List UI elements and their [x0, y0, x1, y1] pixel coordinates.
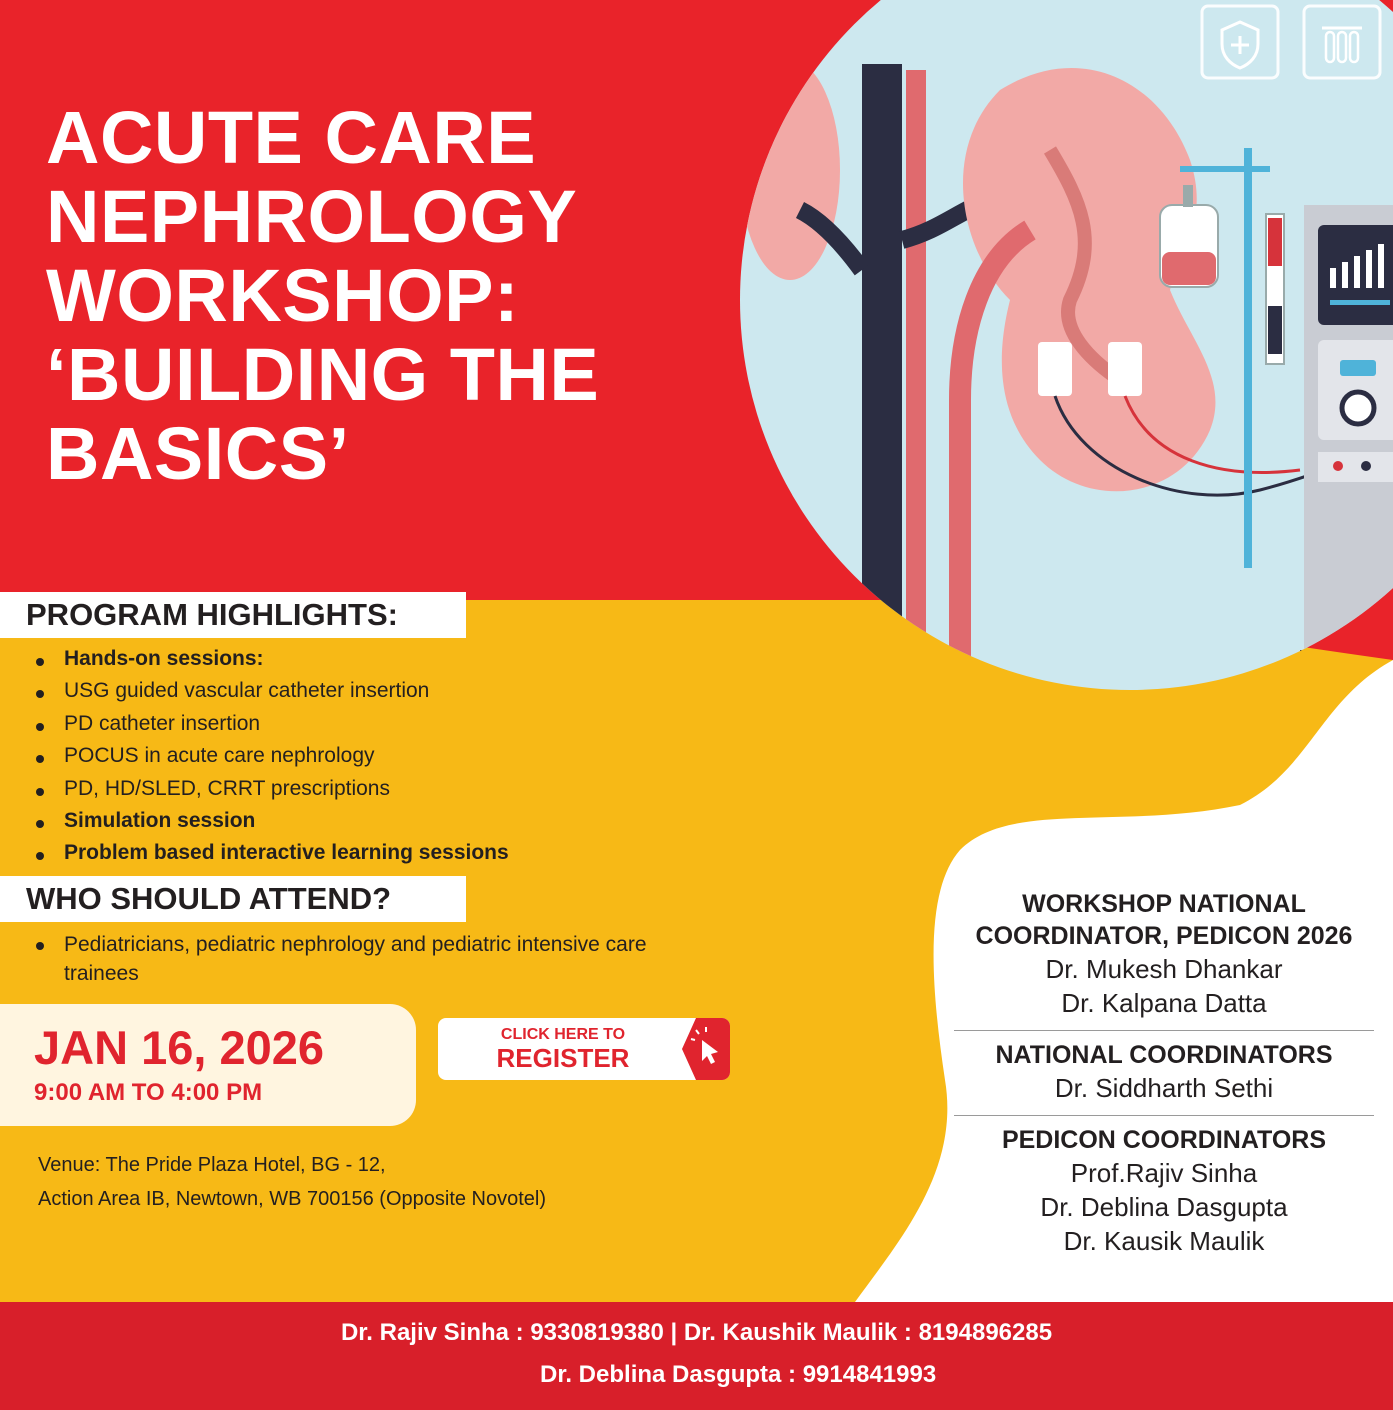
coordinator-name: Dr. Siddharth Sethi	[1054, 1073, 1274, 1103]
workshop-coordinator-heading: COORDINATOR, PEDICON 2026	[975, 922, 1353, 950]
title-line: ‘BUILDING THE	[46, 333, 600, 416]
who-should-attend-heading: WHO SHOULD ATTEND?	[0, 876, 466, 922]
register-button-line1: CLICK HERE TO	[500, 1026, 626, 1043]
list-item: Pediatricians, pediatric nephrology and pediatric intensive care trainees	[36, 930, 716, 988]
title-line: ACUTE CARE	[46, 96, 537, 179]
venue-line: Action Area IB, Newtown, WB 700156 (Opposite Novotel)	[38, 1188, 547, 1210]
venue-line: Venue: The Pride Plaza Hotel, BG - 12,	[38, 1154, 386, 1176]
contact-line: Dr. Rajiv Sinha : 9330819380 | Dr. Kaushik Maulik : 8194896285	[340, 1319, 1053, 1346]
list-item: POCUS in acute care nephrology	[36, 743, 509, 775]
program-highlights-heading: PROGRAM HIGHLIGHTS:	[0, 592, 466, 638]
national-coordinators-heading: NATIONAL COORDINATORS	[995, 1041, 1333, 1069]
contact-footer	[0, 1302, 1393, 1410]
pedicon-coordinators-heading: PEDICON COORDINATORS	[1001, 1126, 1327, 1154]
contact-line: Dr. Deblina Dasgupta : 9914841993	[540, 1361, 937, 1388]
list-item: USG guided vascular catheter insertion	[36, 678, 509, 710]
who-should-attend-list	[36, 930, 716, 988]
title-line: BASICS’	[46, 412, 350, 495]
title-line: NEPHROLOGY	[46, 175, 578, 258]
list-item: Hands-on sessions:	[36, 646, 509, 678]
coordinator-name: Dr. Deblina Dasgupta	[1040, 1192, 1288, 1222]
list-item: PD catheter insertion	[36, 711, 509, 743]
coordinator-name: Prof.Rajiv Sinha	[1070, 1158, 1258, 1188]
register-button[interactable]	[438, 1018, 730, 1080]
list-item: PD, HD/SLED, CRRT prescriptions	[36, 776, 509, 808]
cursor-click-icon	[682, 1018, 730, 1080]
venue	[38, 1148, 546, 1216]
divider	[954, 1115, 1374, 1116]
divider	[954, 1030, 1374, 1031]
coordinators-panel	[944, 888, 1384, 1258]
register-button-line2: REGISTER	[496, 1043, 630, 1073]
page-title	[46, 98, 806, 493]
coordinator-name: Dr. Kalpana Datta	[1061, 988, 1267, 1018]
coordinator-name: Dr. Kausik Maulik	[1063, 1226, 1265, 1256]
workshop-coordinator-heading: WORKSHOP NATIONAL	[1022, 890, 1306, 918]
event-date: JAN 16, 2026	[34, 1021, 325, 1074]
coordinator-name: Dr. Mukesh Dhankar	[1045, 954, 1283, 984]
event-time: 9:00 AM TO 4:00 PM	[34, 1079, 263, 1106]
list-item: Problem based interactive learning sessions	[36, 840, 509, 872]
program-highlights-list	[36, 646, 509, 873]
register-button-label	[438, 1026, 688, 1072]
title-line: WORKSHOP:	[46, 254, 520, 337]
list-item: Simulation session	[36, 808, 509, 840]
